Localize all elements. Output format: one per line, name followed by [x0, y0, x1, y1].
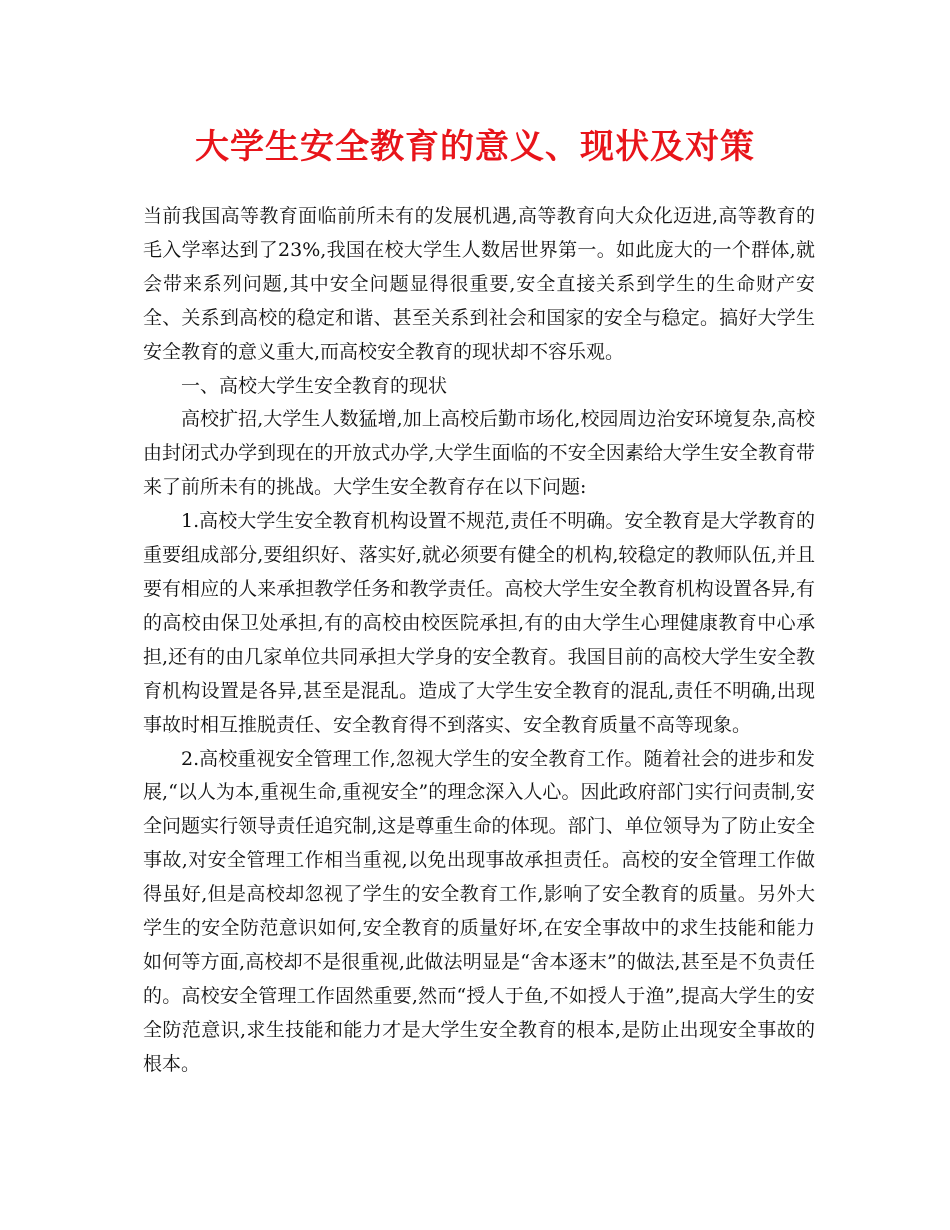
paragraph-issue-1: 1.高校大学生安全教育机构设置不规范,责任不明确。安全教育是大学教育的重要组成部分,要组织好、落实好,就必须要有健全的机构,较稳定的教师队伍,并且要有相应的人来承担教学任务和教学责任。高校大学生安全教育机构设置各异,有的高校由保卫处承担,有的高校由校医院承担,有的由大学生心理健康教育中心承担,还有的由几家单位共同承担大学身的安全教育。我国目前的高校大学生安全教育机构设置是各异,甚至是混乱。造成了大学生安全教育的混乱,责任不明确,出现事故时相互推脱责任、安全教育得不到落实、安全教育质量不高等现象。 [143, 510, 815, 736]
document-body [143, 200, 815, 1082]
paragraph-issue-2: 2.高校重视安全管理工作,忽视大学生的安全教育工作。随着社会的进步和发展,“以人为本,重视生命,重视安全”的理念深入人心。因此政府部门实行问责制,安全问题实行领导责任追究制,这是尊重生命的体现。部门、单位领导为了防止安全事故,对安全管理工作相当重视,以免出现事故承担责任。高校的安全管理工作做得虽好,但是高校却忽视了学生的安全教育工作,影响了安全教育的质量。另外大学生的安全防范意识如何,安全教育的质量好坏,在安全事故中的求生技能和能力如何等方面,高校却不是很重视,此做法明显是“舍本逐末”的做法,甚至是不负责任的。高校安全管理工作固然重要,然而“授人于鱼,不如授人于渔”,提高大学生的安全防范意识,求生技能和能力才是大学生安全教育的根本,是防止出现安全事故的根本。 [143, 747, 815, 1075]
paragraph-background: 高校扩招,大学生人数猛增,加上高校后勤市场化,校园周边治安环境复杂,高校由封闭式办学到现在的开放式办学,大学生面临的不安全因素给大学生安全教育带来了前所未有的挑战。大学生安全教育存在以下问题: [143, 408, 815, 499]
paragraph-intro: 当前我国高等教育面临前所未有的发展机遇,高等教育向大众化迈进,高等教育的毛入学率达到了23%,我国在校大学生人数居世界第一。如此庞大的一个群体,就会带来系列问题,其中安全问题显得很重要,安全直接关系到学生的生命财产安全、关系到高校的稳定和谐、甚至关系到社会和国家的安全与稳定。搞好大学生安全教育的意义重大,而高校安全教育的现状却不容乐观。 [143, 205, 815, 363]
section-heading-1: 一、高校大学生安全教育的现状 [181, 374, 448, 397]
document-title: 大学生安全教育的意义、现状及对策 [195, 127, 755, 167]
